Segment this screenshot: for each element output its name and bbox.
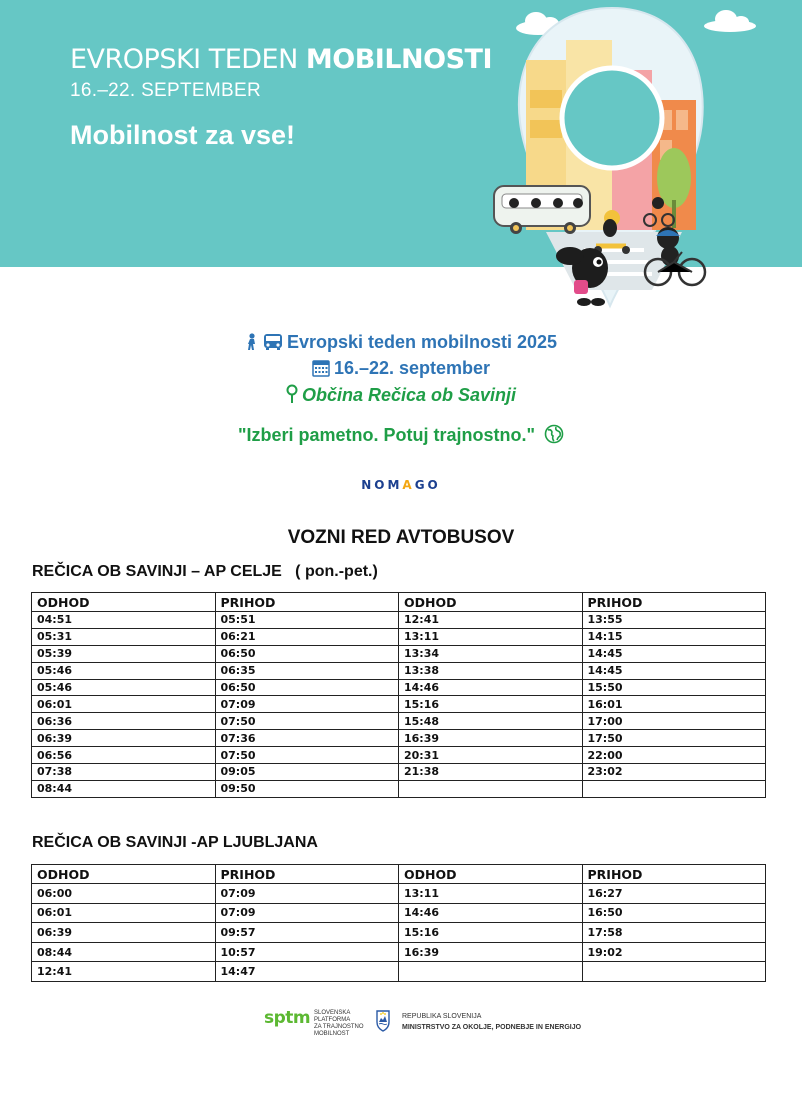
time-cell: 14:46 [399, 679, 583, 696]
time-cell: 04:51 [32, 612, 216, 629]
time-cell: 06:39 [32, 923, 216, 943]
time-cell: 13:55 [582, 612, 766, 629]
timetable-celje [31, 592, 766, 798]
time-cell: 06:36 [32, 713, 216, 730]
column-header: PRIHOD [215, 593, 399, 612]
walking-person-icon [245, 333, 259, 351]
time-cell: 21:38 [399, 764, 583, 781]
time-cell: 17:00 [582, 713, 766, 730]
table-row [32, 628, 766, 645]
time-cell [399, 780, 583, 797]
table-row [32, 645, 766, 662]
location-pin-icon [286, 384, 298, 404]
mobility-week-illustration [486, 0, 802, 330]
time-cell: 16:39 [399, 942, 583, 962]
table-row [32, 884, 766, 904]
event-line: Evropski teden mobilnosti 2025 [0, 332, 802, 353]
table-row [32, 713, 766, 730]
table-row [32, 662, 766, 679]
time-cell: 15:16 [399, 696, 583, 713]
table-row [32, 747, 766, 764]
banner-title: EVROPSKI TEDEN MOBILNOSTI [70, 44, 493, 75]
time-cell: 14:45 [582, 662, 766, 679]
time-cell: 06:00 [32, 884, 216, 904]
table-row [32, 730, 766, 747]
time-cell: 14:45 [582, 645, 766, 662]
pedestrian-icon [556, 247, 608, 306]
time-cell: 07:09 [215, 884, 399, 904]
time-cell: 22:00 [582, 747, 766, 764]
time-cell: 08:44 [32, 942, 216, 962]
motto-line: "Izberi pametno. Potuj trajnostno." [0, 424, 802, 446]
time-cell: 09:05 [215, 764, 399, 781]
table-header-row [32, 593, 766, 612]
time-cell: 05:39 [32, 645, 216, 662]
time-cell: 15:48 [399, 713, 583, 730]
time-cell: 08:44 [32, 780, 216, 797]
coat-of-arms-icon [376, 1010, 390, 1032]
place-line: Občina Rečica ob Savinji [0, 384, 802, 406]
time-cell: 07:09 [215, 903, 399, 923]
column-header: PRIHOD [582, 593, 766, 612]
time-cell: 07:09 [215, 696, 399, 713]
column-header: ODHOD [32, 593, 216, 612]
time-cell: 05:46 [32, 662, 216, 679]
time-cell: 06:01 [32, 903, 216, 923]
column-header: ODHOD [32, 865, 216, 884]
time-cell: 06:21 [215, 628, 399, 645]
bus-icon [263, 333, 283, 351]
time-cell: 14:47 [215, 962, 399, 982]
sptm-logo-text: SLOVENSKA PLATFORMA ZA TRAJNOSTNO MOBILNOST [314, 1010, 364, 1037]
time-cell: 05:31 [32, 628, 216, 645]
time-cell: 20:31 [399, 747, 583, 764]
document-title: VOZNI RED AVTOBUSOV [287, 527, 515, 548]
time-cell: 10:57 [215, 942, 399, 962]
time-cell: 17:58 [582, 923, 766, 943]
table-row [32, 696, 766, 713]
time-cell: 07:38 [32, 764, 216, 781]
time-cell: 14:46 [399, 903, 583, 923]
globe-icon [544, 424, 564, 444]
time-cell: 13:11 [399, 628, 583, 645]
table-row [32, 942, 766, 962]
time-cell: 06:50 [215, 679, 399, 696]
time-cell: 06:50 [215, 645, 399, 662]
column-header: ODHOD [399, 865, 583, 884]
cloud-icon [704, 10, 756, 32]
time-cell: 16:50 [582, 903, 766, 923]
time-cell: 17:50 [582, 730, 766, 747]
time-cell [582, 780, 766, 797]
time-cell: 16:27 [582, 884, 766, 904]
time-cell: 13:34 [399, 645, 583, 662]
route-title-ljubljana: REČICA OB SAVINJI -AP LJUBLJANA [32, 834, 318, 851]
time-cell: 05:46 [32, 679, 216, 696]
time-cell: 06:35 [215, 662, 399, 679]
banner-dates: 16.–22. SEPTEMBER [70, 80, 261, 101]
time-cell: 09:50 [215, 780, 399, 797]
time-cell: 07:50 [215, 747, 399, 764]
time-cell: 19:02 [582, 942, 766, 962]
time-cell: 16:39 [399, 730, 583, 747]
calendar-icon [312, 359, 330, 377]
route-title-celje: REČICA OB SAVINJI – AP CELJE ( pon.-pet.) [32, 563, 378, 580]
time-cell: 07:50 [215, 713, 399, 730]
table-row [32, 923, 766, 943]
time-cell: 13:38 [399, 662, 583, 679]
table-row [32, 612, 766, 629]
banner-slogan: Mobilnost za vse! [70, 120, 296, 150]
time-cell: 14:15 [582, 628, 766, 645]
time-cell: 06:56 [32, 747, 216, 764]
time-cell: 06:39 [32, 730, 216, 747]
time-cell: 13:11 [399, 884, 583, 904]
column-header: ODHOD [399, 593, 583, 612]
nomago-logo: NOMAGO [361, 478, 441, 492]
table-row [32, 764, 766, 781]
date-line: 16.–22. september [0, 358, 802, 379]
time-cell: 15:16 [399, 923, 583, 943]
time-cell: 12:41 [399, 612, 583, 629]
table-row [32, 780, 766, 797]
time-cell [582, 962, 766, 982]
column-header: PRIHOD [215, 865, 399, 884]
column-header: PRIHOD [582, 865, 766, 884]
table-row [32, 679, 766, 696]
time-cell: 06:01 [32, 696, 216, 713]
time-cell: 16:01 [582, 696, 766, 713]
time-cell: 07:36 [215, 730, 399, 747]
table-row [32, 903, 766, 923]
time-cell: 15:50 [582, 679, 766, 696]
time-cell [399, 962, 583, 982]
time-cell: 09:57 [215, 923, 399, 943]
bus-icon [494, 186, 590, 234]
time-cell: 23:02 [582, 764, 766, 781]
time-cell: 12:41 [32, 962, 216, 982]
table-row [32, 962, 766, 982]
timetable-ljubljana [31, 864, 766, 982]
time-cell: 05:51 [215, 612, 399, 629]
table-header-row [32, 865, 766, 884]
